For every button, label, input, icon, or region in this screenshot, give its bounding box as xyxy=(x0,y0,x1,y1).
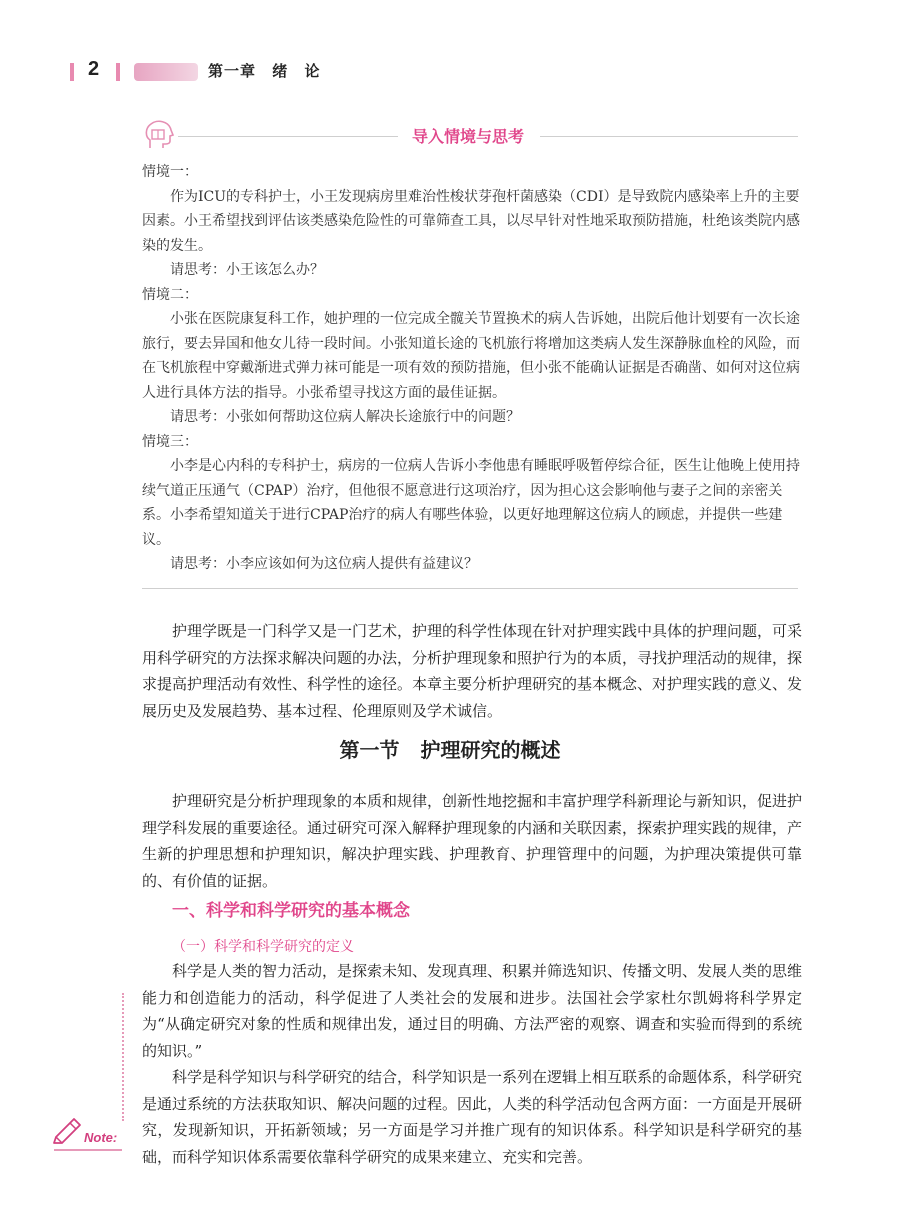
heading-level-1: 一、科学和科学研究的基本概念 xyxy=(172,901,410,921)
scenario-1-question: 请思考：小王该怎么办？ xyxy=(170,262,324,278)
science-paragraph-2: 科学是科学知识与科学研究的结合，科学知识是一系列在逻辑上相互联系的命题体系，科学研究是通过系统的方法获取知识、解决问题的过程。因此，人类的科学活动包含两方面：一方面是开展研究，发现新知识，开拓新领域；另一方面是学习并推广现有的知识体系。科学知识是科学研究的基础，而科学知识体系需要依靠科学研究的成果来建立、充实和完善。 xyxy=(142,1068,803,1166)
scenario-1-label: 情境一： xyxy=(142,164,198,180)
science-paragraph-1: 科学是人类的智力活动，是探索未知、发现真理、积累并筛选知识、传播文明、发展人类的思维能力和创造能力的活动，科学促进了人类社会的发展和进步。法国社会学家杜尔凯姆将科学界定为“从确定研究对象的性质和规律出发，通过目的明确、方法严密的观察、调查和实验而得到的系统的知识。” xyxy=(142,962,803,1060)
intro-scenarios xyxy=(142,160,802,577)
page-number: 2 xyxy=(88,58,100,80)
scenario-3-text: 小李是心内科的专科护士，病房的一位病人告诉小李他患有睡眠呼吸暂停综合征，医生让他晚上使用持续气道正压通气（CPAP）治疗，但他很不愿意进行这项治疗，因为担心这会影响他与妻子之间的亲密关系。小李希望知道关于进行CPAP治疗的病人有哪些体验，以更好地理解这位病人的顾虑，并提供一些建议。 xyxy=(142,458,800,548)
pencil-icon xyxy=(48,1115,84,1151)
header-accent-bar-right xyxy=(116,63,120,81)
intro-rule-right xyxy=(540,136,798,137)
scenario-1-text: 作为ICU的专科护士，小王发现病房里难治性梭状芽孢杆菌感染（CDI）是导致院内感染率上升的主要因素。小王希望找到评估该类感染危险性的可靠筛查工具，以尽早针对性地采取预防措施，杜绝该类院内感染的发生。 xyxy=(142,188,800,254)
section-title: 第一节 护理研究的概述 xyxy=(339,738,561,762)
scenario-3-label: 情境三： xyxy=(142,433,198,450)
intro-rule-left xyxy=(178,136,398,137)
reading-head-icon xyxy=(142,118,176,152)
scenario-2-text: 小张在医院康复科工作，她护理的一位完成全髋关节置换术的病人告诉她，出院后他计划要有一次长途旅行，要去异国和他女儿待一段时间。小张知道长途的飞机旅行将增加这类病人发生深静脉血栓的风险，而在飞机旅程中穿戴渐进式弹力袜可能是一项有效的预防措施，但小张不能确认证据是否确凿、如何对这位病人进行具体方法的指导。小张希望寻找这方面的最佳证据。 xyxy=(142,311,800,401)
header-accent-bar-left xyxy=(70,63,74,81)
heading-level-2: （一）科学和科学研究的定义 xyxy=(172,939,354,955)
note-underline xyxy=(54,1149,122,1151)
note-dotted-line xyxy=(122,993,124,1121)
intro-bottom-rule xyxy=(142,588,798,589)
chapter-intro-paragraph: 护理学既是一门科学又是一门艺术，护理的科学性体现在针对护理实践中具体的护理问题，可采用科学研究的方法探求解决问题的办法，分析护理现象和照护行为的本质，寻找护理活动的规律，探求提高护理活动有效性、科学性的途径。本章主要分析护理研究的基本概念、对护理实践的意义、发展历史及发展趋势、基本过程、伦理原则及学术诚信。 xyxy=(142,622,803,720)
note-label: Note: xyxy=(84,1130,118,1145)
header-decoration-pill xyxy=(134,63,198,81)
section-paragraph: 护理研究是分析护理现象的本质和规律，创新性地挖掘和丰富护理学科新理论与新知识，促进护理学科发展的重要途径。通过研究可深入解释护理现象的内涵和关联因素，探索护理实践的规律，产生新的护理思想和护理知识，解决护理实践、护理教育、护理管理中的问题，为护理决策提供可靠的、有价值的证据。 xyxy=(142,792,803,890)
scenario-2-question: 请思考：小张如何帮助这位病人解决长途旅行中的问题？ xyxy=(170,409,520,425)
intro-heading: 导入情境与思考 xyxy=(412,127,525,146)
chapter-title: 第一章 绪 论 xyxy=(208,62,321,80)
scenario-2-label: 情境二： xyxy=(142,286,198,303)
scenario-3-question: 请思考：小李应该如何为这位病人提供有益建议？ xyxy=(170,556,478,572)
